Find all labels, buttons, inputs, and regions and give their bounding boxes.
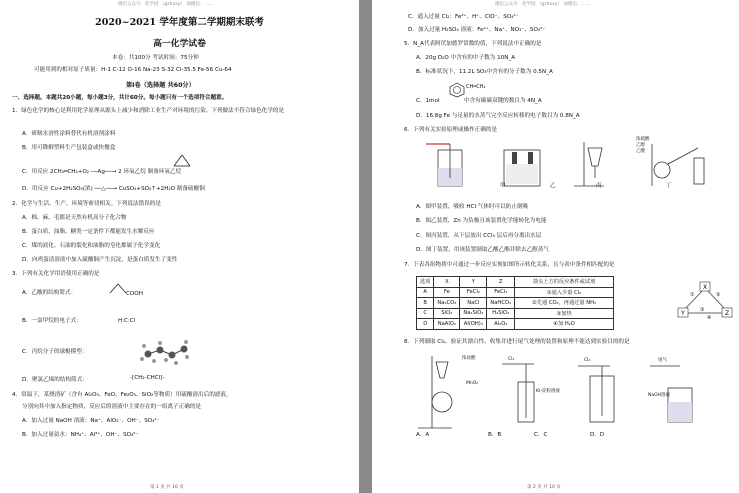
q6-label-ding: 丁 <box>666 183 672 189</box>
tri-z: Z <box>724 310 730 317</box>
table-cell: D <box>417 319 434 330</box>
page-1 <box>0 0 359 493</box>
q3-option-c: C．丙烷分子的球棍模型： <box>22 349 88 355</box>
q5-option-a: A．20g D₂O 中含有的中子数为 10N_A <box>416 55 516 61</box>
table-cell: Na₂SiO₃ <box>460 308 487 319</box>
table-cell: NaAlO₂ <box>434 319 460 330</box>
page-2 <box>372 0 739 493</box>
q4-option-d: D．加入过量 H₂SO₄ 溶液：Fe²⁺、Na⁺、NO₃⁻、SO₄²⁻ <box>408 27 546 33</box>
q6-small-label-3: 乙酸 <box>636 149 645 154</box>
tri-step-4: ④ <box>707 315 712 320</box>
q8-label-hcl: 浓盐酸 <box>462 356 476 361</box>
q1-option-b: B．用可降解塑料生产包装盒或快餐盒 <box>22 145 116 151</box>
q6-label-jia: 甲 <box>500 183 506 189</box>
q5-option-b: B．标准状况下，11.2L SO₃中含有的分子数为 0.5N_A <box>416 69 553 75</box>
q8-label-naoh: NaOH溶液 <box>648 393 671 398</box>
q2-option-a: A．棉、麻、毛都是天然有机高分子化合物 <box>22 215 127 221</box>
q6-label-yi: 乙 <box>550 183 556 189</box>
table-row <box>417 287 614 298</box>
section-title: 一、选择题。本题共20小题，每小题3分，共计60分。每小题只有一个选项符合题意。 <box>12 95 228 101</box>
q2-option-d: D．向鸡蛋清溶液中加入硫酸铜产生沉淀，是蛋白质发生了变性 <box>22 257 178 263</box>
table-row <box>417 319 614 330</box>
q8-option-b: B．B <box>488 432 502 438</box>
q5-stem: 5．N_A代表阿伏加德罗常数的值，下列说法中正确的是 <box>404 41 542 47</box>
table-cell: SiO₂ <box>434 308 460 319</box>
conversion-triangle-diagram <box>674 280 736 320</box>
tri-step-2: ② <box>716 292 721 298</box>
page-2-footer: 第 2 页 共 10 页 <box>527 485 561 490</box>
table-cell: Fe <box>434 287 460 298</box>
q1-option-c: C．用反应 2CH₂═CH₂+O₂ ──Ag──→ 2 环氧乙烷 制备环氧乙烷 <box>22 169 182 175</box>
q4-option-c: C．通入过量 Cl₂：Fe³⁺、H⁺、ClO⁻、SO₄²⁻ <box>408 14 519 20</box>
table-header: Z <box>487 277 515 288</box>
table-header-row <box>417 277 614 288</box>
table-cell: H₂SiO₃ <box>487 308 515 319</box>
tri-step-3: ③ <box>700 307 705 313</box>
q6-small-label-1: 浓硫酸 <box>636 137 650 142</box>
table-header: X <box>434 277 460 288</box>
q3-option-b: B．一氯甲烷的电子式： <box>22 318 82 324</box>
q5c-formula: CH═CH₂ <box>466 84 486 90</box>
q6-small-label-2: 乙醇 <box>636 143 645 148</box>
table-cell: A <box>417 287 434 298</box>
q2-option-b: B．蛋白质、油脂、糖类一定条件下都能发生水解反应 <box>22 229 155 235</box>
atomic-masses: 可能用到的相对原子质量：H-1 C-12 O-16 Na-23 S-32 Cl-35.5 Fe-56 Cu-64 <box>34 67 232 73</box>
q3d-formula: -[CH₂-CHCl]- <box>130 375 165 381</box>
table-header: 选项 <box>417 277 434 288</box>
q3-stem: 3．下列有关化学用语使用正确的是 <box>12 271 100 277</box>
tri-y: Y <box>681 310 685 317</box>
q8-option-c: C．C <box>534 432 548 438</box>
q3-option-a: A．乙酸的结构简式： <box>22 290 77 296</box>
page-1-footer: 第 1 页 共 10 页 <box>150 485 184 490</box>
q1-option-d: D．用反应 Cu+2H₂SO₄(浓) ──△──→ CuSO₄+SO₂↑+2H₂O 制备硫酸铜 <box>22 186 205 192</box>
exam-title: 2020~2021 学年度第二学期期末联考 <box>95 17 264 28</box>
benzene-ring-icon <box>448 82 466 98</box>
table-header: 箭头上方的反应条件或试剂 <box>515 277 614 288</box>
part-title: 第Ⅰ卷（选择题 共60分） <box>126 82 195 89</box>
q6-label-bing: 丙 <box>596 183 602 189</box>
table-cell: ④加 H₂O <box>515 319 614 330</box>
table-cell: Na₂CO₃ <box>434 298 460 309</box>
q6-option-b: B．图乙装置，Zn 为负极且该装置化学能转化为电能 <box>416 218 547 224</box>
q7-table <box>416 276 614 330</box>
q6-option-d: D．图丁装置，用该装置制取乙酸乙酯并除去乙醇蒸气 <box>416 247 549 253</box>
q3b-formula: H:C:Cl <box>118 318 136 324</box>
table-cell: ③加热 <box>515 308 614 319</box>
table-cell: Al₂O₃ <box>487 319 515 330</box>
table-cell: C <box>417 308 434 319</box>
q4-stem-2: 分别向其中加入指定物质，反应后的溶液中主要存在的一组离子正确的是 <box>22 404 202 410</box>
table-cell: NaCl <box>460 298 487 309</box>
q8-label-mno2: MnO₂ <box>466 381 479 386</box>
q5-option-c-pre: C．1mol <box>416 98 440 104</box>
table-row <box>417 308 614 319</box>
q6-option-c: C．图丙装置，从下层放出 CCl₄ 层后再分离出水层 <box>416 233 542 239</box>
q6-option-a: A．图甲装置，吸收 HCl 气体时可以防止倒吸 <box>416 204 529 210</box>
q6-stem: 6．下列有关实验原理或操作正确的是 <box>404 127 498 133</box>
table-cell: NaHCO₃ <box>487 298 515 309</box>
tri-step-1: ① <box>690 292 695 298</box>
q8-stem: 8．下列制取 Cl₂、验证其漂白性、收集并进行尾气处理的装置和原理不能达到实验目的的是 <box>404 339 630 345</box>
table-cell: ①通入少量 Cl₂ <box>515 287 614 298</box>
q4-option-b: B．加入过量氨水：NH₄⁺、Al³⁺、OH⁻、SO₄²⁻ <box>22 432 139 438</box>
q8-label-cl2-a: Cl₂ <box>508 357 515 362</box>
exam-subtitle: 高一化学试卷 <box>153 39 206 49</box>
q8-label-tail: 尾气 <box>658 358 667 363</box>
q4-stem-1: 4．常温下，某烧渣矿（含有 Al₂O₃、FeO、Fe₂O₃、SiO₂等物质）用硫酸溶出后的滤液， <box>12 392 232 398</box>
q3a-formula: COOH <box>126 291 143 297</box>
table-cell: FeCl₂ <box>460 287 487 298</box>
exam-meta: 本卷：共100分 考试时间：75分钟 <box>112 55 199 61</box>
q5-option-d: D．16.8g Fe 与足量的水蒸气完全反应转移的电子数目为 0.8N_A <box>416 113 580 119</box>
q4-option-a: A．加入过量 NaOH 溶液：Na⁺、AlO₂⁻、OH⁻、SO₄²⁻ <box>22 418 160 424</box>
q1-option-a: A．研制水溶性涂料替代有机溶剂涂料 <box>22 131 116 137</box>
q2-stem: 2．化学与生活、生产、环境等密切相关。下列说法错误的是 <box>12 201 161 207</box>
q8-option-d: D．D <box>590 432 605 438</box>
q8-label-ki: KI-淀粉溶液 <box>536 389 560 394</box>
q1-stem: 1．绿色化学的核心是利用化学原理从源头上减少和消除工业生产对环境的污染。下列做法不符合绿色化学的是 <box>12 108 285 114</box>
table-cell: FeCl₃ <box>487 287 515 298</box>
tri-x: X <box>702 284 708 291</box>
table-cell: Al(OH)₃ <box>460 319 487 330</box>
table-row <box>417 298 614 309</box>
table-header: Y <box>460 277 487 288</box>
table-cell: ②先通 CO₂，再通过量 NH₃ <box>515 298 614 309</box>
page-gap <box>359 0 372 493</box>
epoxide-ring-icon <box>168 150 196 168</box>
propane-ball-stick-icon <box>140 340 190 366</box>
q8-label-cl2-b: Cl₂ <box>584 358 591 363</box>
header-note: 微信公众号：化学园 （gzhxxy） 加微信：…… <box>118 2 214 7</box>
header-note-2: 微信公众号：化学园 （gzhxxy） 加微信：…… <box>495 2 591 7</box>
q2-option-c: C．煤的液化、石油的裂化和油脂的皂化都属于化学变化 <box>22 243 161 249</box>
q5-option-c: 中含有碳碳双键的数目为 4N_A <box>464 98 542 104</box>
q3-option-d: D．聚氯乙烯的结构简式： <box>22 377 88 383</box>
table-cell: B <box>417 298 434 309</box>
q7-stem: 7．下表各组物质中可通过一步反应实现如图所示转化关系，且与表中条件相匹配的是 <box>404 262 615 268</box>
q8-option-a: A．A <box>416 432 430 438</box>
